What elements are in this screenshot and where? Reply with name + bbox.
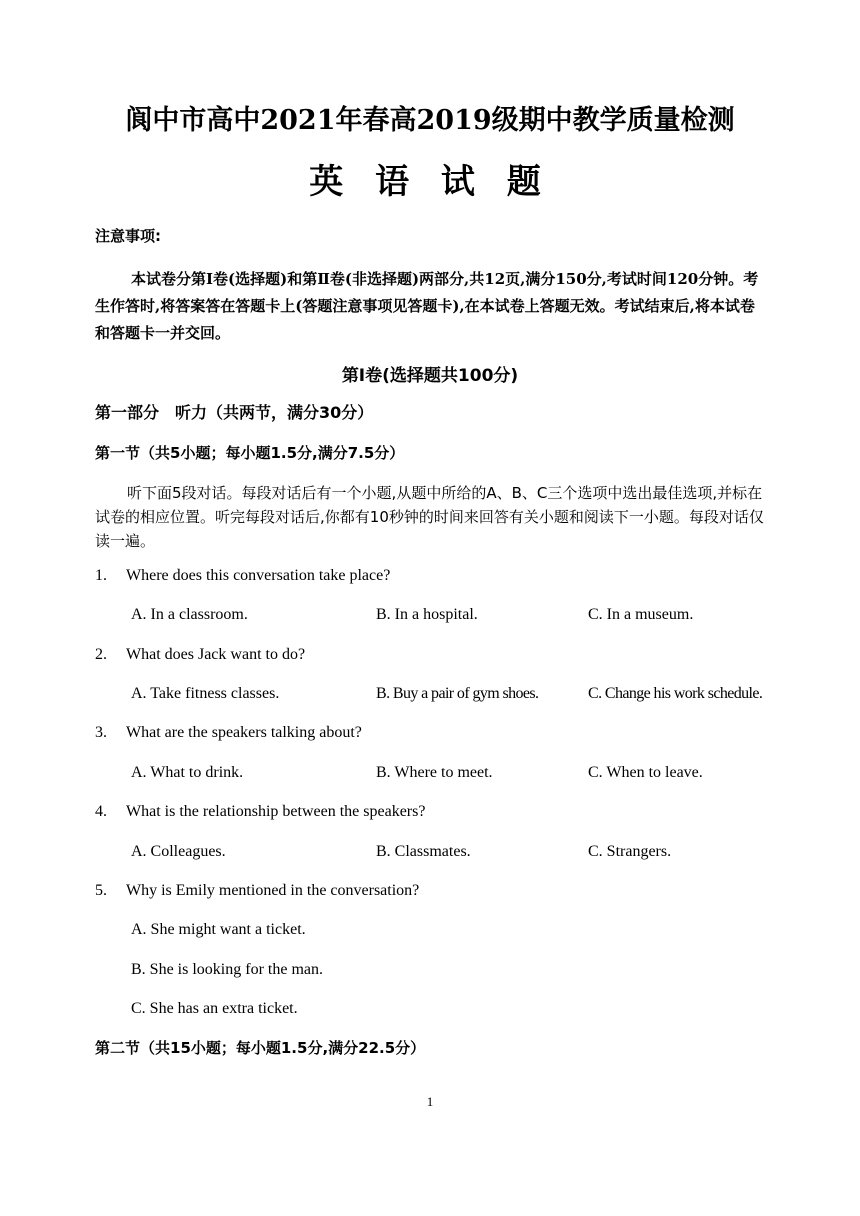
subject-title: 英 语 试 题 <box>309 162 551 202</box>
exam-title: 阆中市高中2021年春高2019级期中教学质量检测 <box>125 105 735 136</box>
question-text: What does Jack want to do? <box>126 646 306 663</box>
question-text: What are the speakers talking about? <box>126 724 362 741</box>
question-number: 3. <box>95 724 107 741</box>
question-text: What is the relationship between the speakers? <box>126 803 426 820</box>
volume-heading: 第Ⅰ卷(选择题共100分) <box>341 366 519 386</box>
option-a: A. In a classroom. <box>131 606 248 623</box>
part-heading: 第一部分 听力（共两节，满分30分） <box>95 403 374 422</box>
question-text: Why is Emily mentioned in the conversation? <box>126 882 420 899</box>
option-a: A. What to drink. <box>131 764 244 781</box>
option-b: B. She is looking for the man. <box>131 961 323 978</box>
option-b: B. Buy a pair of gym shoes. <box>376 685 539 702</box>
option-b: B. Classmates. <box>376 843 471 860</box>
option-a: A. Colleagues. <box>131 843 226 860</box>
question-number: 1. <box>95 567 107 584</box>
question-number: 4. <box>95 803 107 820</box>
question-number: 2. <box>95 646 107 663</box>
notice-body: 本试卷分第Ⅰ卷(选择题)和第Ⅱ卷(非选择题)两部分,共12页,满分150分,考试时间120分钟。考生作答时,将答案答在答题卡上(答题注意事项见答题卡),在本试卷上答题无效。考试结束后,将本试卷和答题卡一并交回。 <box>95 270 759 342</box>
question-number: 5. <box>95 882 107 899</box>
notice-heading: 注意事项: <box>95 227 161 245</box>
option-a: A. She might want a ticket. <box>131 921 306 938</box>
option-b: B. Where to meet. <box>376 764 493 781</box>
option-c: C. When to leave. <box>588 764 703 781</box>
section1-instructions: 听下面5段对话。每段对话后有一个小题,从题中所给的A、B、C三个选项中选出最佳选项,并标在试卷的相应位置。听完每段对话后,你都有10秒钟的时间来回答有关小题和阅读下一小题。每段对话仅读一遍。 <box>95 484 764 550</box>
option-b: B. In a hospital. <box>376 606 478 623</box>
option-c: C. Strangers. <box>588 843 672 860</box>
option-c: C. Change his work schedule. <box>588 685 763 702</box>
section1-heading: 第一节（共5小题；每小题1.5分,满分7.5分） <box>95 444 405 462</box>
question-text: Where does this conversation take place? <box>126 567 391 584</box>
option-a: A. Take fitness classes. <box>131 685 280 702</box>
section2-heading: 第二节（共15小题；每小题1.5分,满分22.5分） <box>95 1039 426 1057</box>
option-c: C. She has an extra ticket. <box>131 1000 298 1017</box>
page-number: 1 <box>426 1094 434 1109</box>
option-c: C. In a museum. <box>588 606 694 623</box>
